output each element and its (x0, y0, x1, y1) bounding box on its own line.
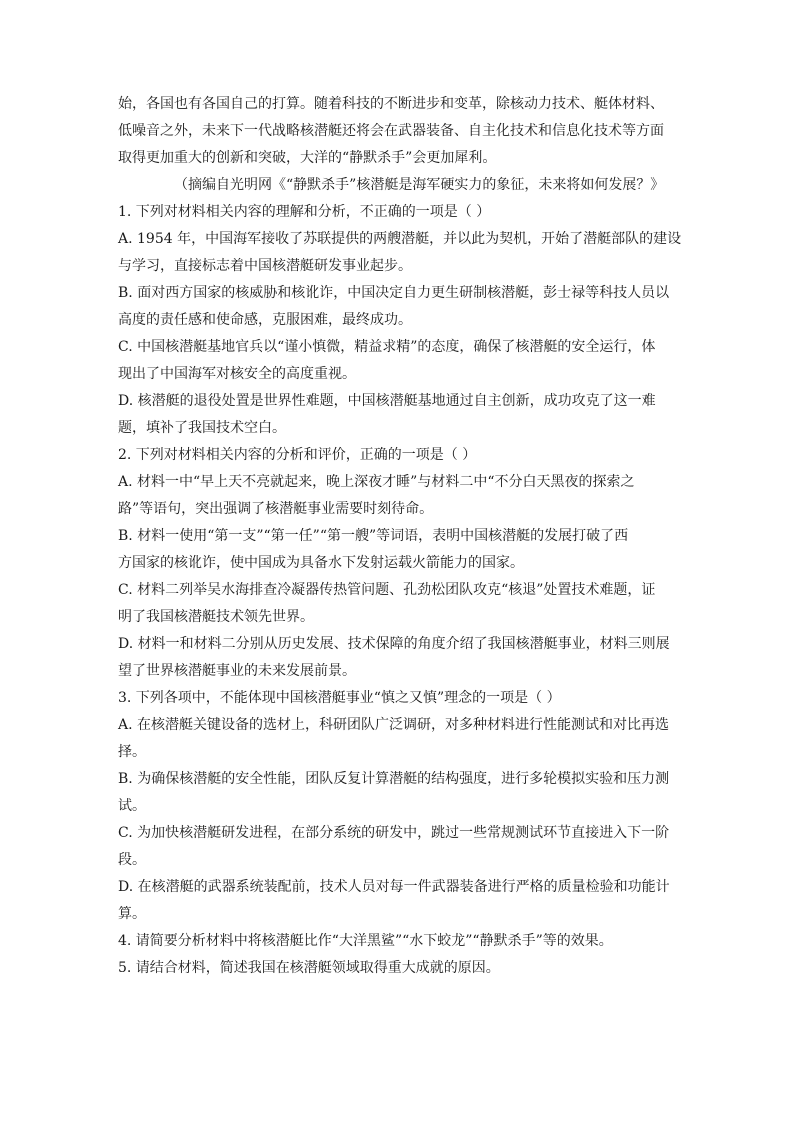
question-2-option-b-cont: 方国家的核讹诈，使中国成为具备水下发射运载火箭能力的国家。 (118, 555, 524, 571)
passage-line: 取得更加重大的创新和突破，大洋的“静默杀手”会更加犀利。 (118, 150, 497, 166)
question-2-stem: 2. 下列对材料相关内容的分析和评价，正确的一项是（ ） (118, 447, 477, 463)
document-page (118, 91, 682, 982)
passage-line: 低噪音之外，未来下一代战略核潜艇还将会在武器装备、自主化技术和信息化技术等方面 (118, 123, 664, 139)
question-2-option-d: D. 材料一和材料二分别从历史发展、技术保障的角度介绍了我国核潜艇事业，材料三则展 (118, 636, 670, 652)
question-2-option-c: C. 材料二列举吴水海排查冷凝器传热管问题、孔劲松团队攻克“核退”处置技术难题，证 (118, 582, 656, 598)
question-1-option-d: D. 核潜艇的退役处置是世界性难题，中国核潜艇基地通过自主创新，成功攻克了这一难 (118, 393, 656, 409)
question-5-stem: 5. 请结合材料，简述我国在核潜艇领域取得重大成就的原因。 (118, 960, 500, 976)
question-2-option-a: A. 材料一中“早上天不亮就起来，晚上深夜才睡”与材料二中“不分白天黑夜的探索之 (118, 474, 635, 490)
question-1-option-a-cont: 与学习，直接标志着中国核潜艇研发事业起步。 (118, 258, 412, 274)
question-4-stem: 4. 请简要分析材料中将核潜艇比作“大洋黑鲨”“水下蛟龙”“静默杀手”等的效果。 (118, 933, 613, 949)
question-2-option-a-cont: 路”等语句，突出强调了核潜艇事业需要时刻待命。 (118, 501, 434, 517)
question-3-option-d-cont: 算。 (118, 906, 146, 922)
question-3-option-b: B. 为确保核潜艇的安全性能，团队反复计算潜艇的结构强度，进行多轮模拟实验和压力测 (118, 771, 670, 787)
question-1-stem: 1. 下列对材料相关内容的理解和分析，不正确的一项是（ ） (118, 204, 491, 220)
question-3-option-b-cont: 试。 (118, 798, 146, 814)
question-1-option-c-cont: 现出了中国海军对核安全的高度重视。 (118, 366, 356, 382)
question-1-option-a: A. 1954 年，中国海军接收了苏联提供的两艘潜艇，并以此为契机，开始了潜艇部队的建设 (118, 231, 682, 247)
question-1-option-d-cont: 题，填补了我国技术空白。 (118, 420, 286, 436)
question-3-option-c-cont: 段。 (118, 852, 146, 868)
question-1-option-c: C. 中国核潜艇基地官兵以“谨小慎微，精益求精”的态度，确保了核潜艇的安全运行，体 (118, 339, 656, 355)
question-1-option-b-cont: 高度的责任感和使命感，克服困难，最终成功。 (118, 312, 412, 328)
passage-line: 始，各国也有各国自己的打算。随着科技的不断进步和变革，除核动力技术、艇体材料、 (118, 96, 664, 112)
question-3-option-a: A. 在核潜艇关键设备的选材上，科研团队广泛调研，对多种材料进行性能测试和对比再选 (118, 717, 670, 733)
question-3-stem: 3. 下列各项中，不能体现中国核潜艇事业“慎之又慎”理念的一项是（ ） (118, 690, 561, 706)
question-1-option-b: B. 面对西方国家的核威胁和核讹诈，中国决定自力更生研制核潜艇，彭士禄等科技人员以 (118, 285, 670, 301)
question-3-option-a-cont: 择。 (118, 744, 146, 760)
question-2-option-d-cont: 望了世界核潜艇事业的未来发展前景。 (118, 663, 356, 679)
question-3-option-c: C. 为加快核潜艇研发进程，在部分系统的研发中，跳过一些常规测试环节直接进入下一阶 (118, 825, 670, 841)
question-2-option-c-cont: 明了我国核潜艇技术领先世界。 (118, 609, 314, 625)
question-2-option-b: B. 材料一使用“第一支”“第一任”“第一艘”等词语，表明中国核潜艇的发展打破了西 (118, 528, 629, 544)
question-3-option-d: D. 在核潜艇的武器系统装配前，技术人员对每一件武器装备进行严格的质量检验和功能计 (118, 879, 670, 895)
source-citation: （摘编自光明网《“静默杀手”核潜艇是海军硬实力的象征，未来将如何发展？》 (174, 177, 665, 193)
